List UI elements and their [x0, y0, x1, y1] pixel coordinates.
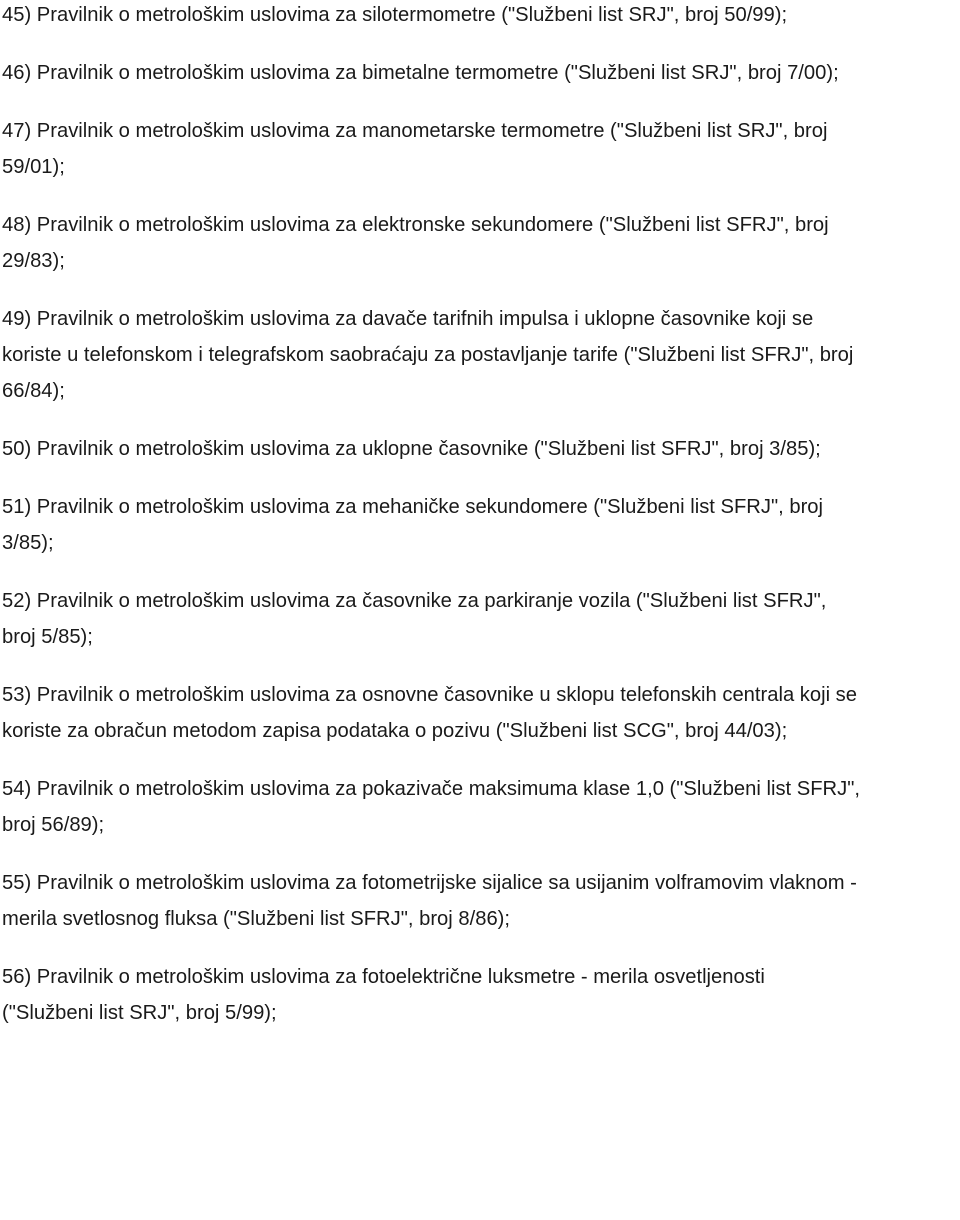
regulation-item-54: 54) Pravilnik o metrološkim uslovima za pokazivače maksimuma klase 1,0 ("Službeni list SFRJ", broj 56/89); [2, 778, 861, 836]
regulation-item-50: 50) Pravilnik o metrološkim uslovima za uklopne časovnike ("Službeni list SFRJ", broj 3/85); [2, 438, 821, 460]
regulation-item-56: 56) Pravilnik o metrološkim uslovima za fotoelektrične luksmetre - merila osvetljenosti ("Službeni list SRJ", broj 5/99); [2, 966, 765, 1024]
regulation-item-53: 53) Pravilnik o metrološkim uslovima za osnovne časovnike u sklopu telefonskih centrala koji se koriste za obračun metodom zapisa podataka o pozivu ("Službeni list SCG", broj 44/03); [2, 684, 858, 742]
regulation-item-48: 48) Pravilnik o metrološkim uslovima za elektronske sekundomere ("Službeni list SFRJ", broj 29/83); [2, 214, 829, 272]
regulation-item-55: 55) Pravilnik o metrološkim uslovima za fotometrijske sijalice sa usijanim volframovim vlaknom - merila svetlosnog fluksa ("Službeni list SFRJ", broj 8/86); [2, 872, 857, 930]
regulation-item-49: 49) Pravilnik o metrološkim uslovima za davače tarifnih impulsa i uklopne časovnike koji se koriste u telefonskom i telegrafskom saobraćaju za postavljanje tarife ("Službeni list SFRJ", broj 66/84); [2, 308, 854, 402]
regulation-item-47: 47) Pravilnik o metrološkim uslovima za manometarske termometre ("Službeni list SRJ", broj 59/01); [2, 120, 828, 178]
regulation-item-52: 52) Pravilnik o metrološkim uslovima za časovnike za parkiranje vozila ("Službeni list SFRJ", broj 5/85); [2, 590, 827, 648]
regulation-item-51: 51) Pravilnik o metrološkim uslovima za mehaničke sekundomere ("Službeni list SFRJ", broj 3/85); [2, 496, 824, 554]
regulation-item-45: 45) Pravilnik o metrološkim uslovima za silotermometre ("Službeni list SRJ", broj 50/99); [2, 4, 788, 26]
regulation-item-46: 46) Pravilnik o metrološkim uslovima za bimetalne termometre ("Službeni list SRJ", broj 7/00); [2, 62, 839, 84]
